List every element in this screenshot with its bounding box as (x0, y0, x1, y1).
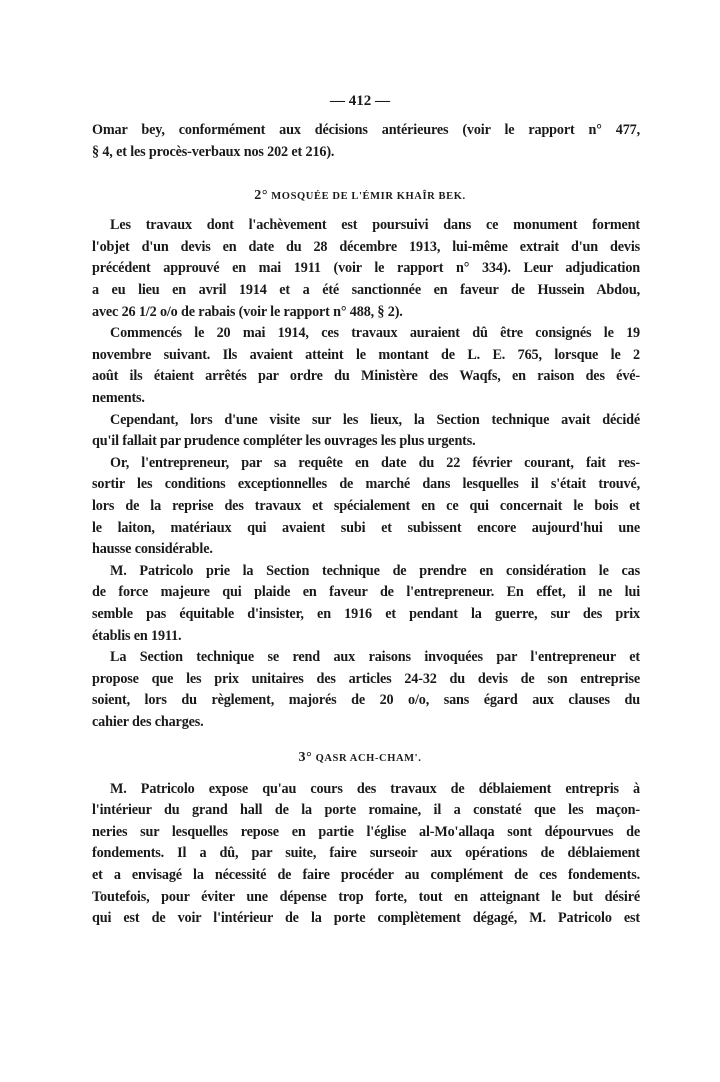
text-line: qui est de voir l'intérieur de la porte complètement dégagé, M. Patricolo est (92, 910, 640, 927)
section-number: 3° (298, 749, 313, 765)
text-line: neries sur lesquelles repose en partie l'église al-Mo'allaqa sont dépourvues de (92, 823, 640, 840)
text-line: établis en 1911. (92, 627, 182, 644)
text-line: semble pas équitable d'insister, en 1916 et pendant la guerre, sur des prix (92, 606, 640, 622)
text-line: soient, lors du règlement, majorés de 20 o/o, sans égard aux clauses du (92, 692, 640, 709)
section-title: QASR ACH-CHAM'. (315, 752, 422, 764)
text-line: Commencés le 20 mai 1914, ces travaux auraient dû être consignés le 19 (110, 325, 640, 342)
section-heading (0, 750, 720, 766)
text-line: M. Patricolo expose qu'au cours des travaux de déblaiement entrepris à (110, 780, 640, 797)
text-line: M. Patricolo prie la Section technique de prendre en considération le cas (110, 562, 640, 579)
text-line: de force majeure qui plaide en faveur de l'entrepreneur. En effet, il ne lui (92, 584, 640, 601)
text-line: fondements. Il a dû, par suite, faire surseoir aux opérations de déblaiement (92, 845, 640, 862)
text-line: a eu lieu en avril 1914 et a été sanctionnée en faveur de Hussein Abdou, (92, 282, 640, 298)
text-line: l'objet d'un devis en date du 28 décembre 1913, lui-même extrait d'un devis (92, 238, 640, 255)
text-line: précédent approuvé en mai 1911 (voir le rapport n° 334). Leur adjudication (92, 260, 640, 277)
text-line: Les travaux dont l'achèvement est poursuivi dans ce monument forment (110, 217, 640, 234)
section-title: MOSQUÉE DE L'ÉMIR KHAÎR BEK. (271, 191, 466, 203)
text-line: Or, l'entrepreneur, par sa requête en date du 22 février courant, fait res- (110, 454, 640, 471)
section-number: 2° (254, 188, 269, 204)
section-heading (0, 188, 720, 204)
text-line: novembre suivant. Ils avaient atteint le montant de L. E. 765, lorsque le 2 (92, 346, 640, 363)
text-line: nements. (92, 390, 145, 406)
text-line: qu'il fallait par prudence compléter les ouvrages les plus urgents. (92, 433, 476, 450)
text-line: Toutefois, pour éviter une dépense trop forte, tout en atteignant le but désiré (92, 888, 640, 905)
text-line: lors de la reprise des travaux et spécialement en ce qui concernait le bois et (92, 498, 640, 514)
text-line: propose que les prix unitaires des articles 24-32 du devis de son entreprise (92, 670, 640, 687)
text-line: sortir les conditions exceptionnelles de marché dans lesquelles il s'était trouvé, (92, 476, 640, 493)
page-number: — 412 — (330, 93, 390, 109)
text-line: et a envisagé la nécessité de faire procéder au complément de ces fondements. (92, 867, 640, 883)
text-line: l'intérieur du grand hall de la porte romaine, il a constaté que les maçon- (92, 802, 640, 819)
text-line: hausse considérable. (92, 541, 213, 558)
text-line: § 4, et les procès-verbaux nos 202 et 216). (92, 143, 335, 160)
text-line: Omar bey, conformément aux décisions antérieures (voir le rapport n° 477, (92, 122, 640, 138)
text-line: avec 26 1/2 o/o de rabais (voir le rapport n° 488, § 2). (92, 303, 403, 320)
text-line: Cependant, lors d'une visite sur les lieux, la Section technique avait décidé (110, 411, 640, 428)
text-line: le laiton, matériaux qui avaient subi et subissent encore aujourd'hui une (92, 519, 640, 536)
text-line: cahier des charges. (92, 714, 204, 730)
text-line: La Section technique se rend aux raisons invoquées par l'entrepreneur et (110, 649, 640, 666)
text-line: août ils étaient arrêtés par ordre du Ministère des Waqfs, en raison des évé- (92, 368, 640, 385)
